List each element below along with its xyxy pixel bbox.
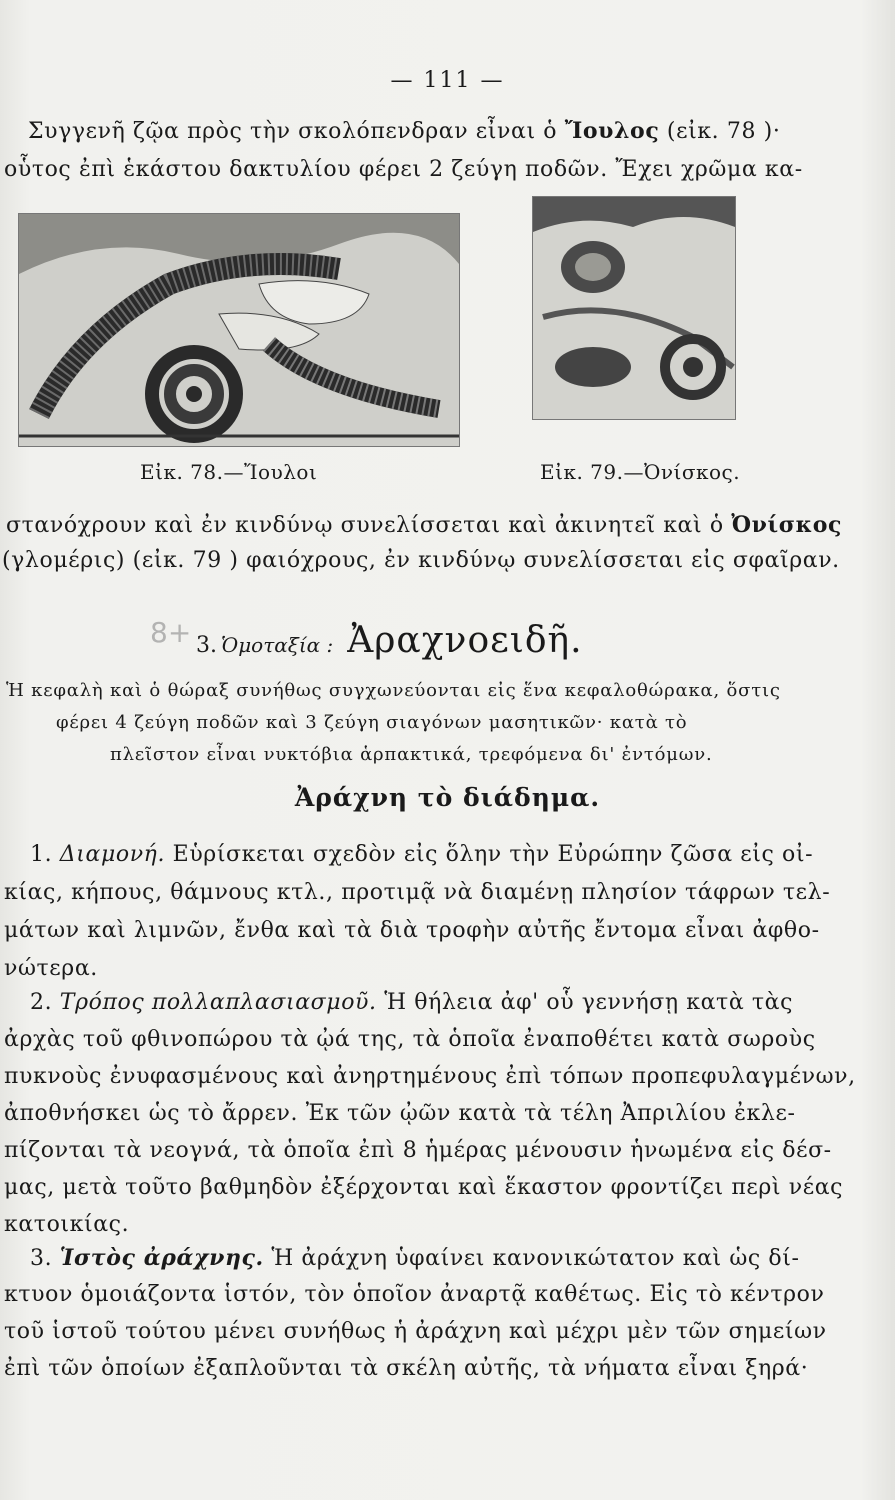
p2-text-1: Ἡ θήλεια ἀφ' οὗ γεννήσῃ κατὰ τὰς — [376, 990, 794, 1015]
subtitle: Ἀράχνη τὸ διάδημα. — [294, 783, 601, 812]
p2-number: 2. — [30, 990, 53, 1015]
section-name: Ἀραχνοειδῆ. — [347, 620, 583, 661]
p2-line-7: κατοικίας. — [4, 1212, 130, 1237]
p1-line-2: κίας, κήπους, θάμνους κτλ., προτιμᾷ νὰ διαμένῃ πλησίον τάφρων τελ- — [4, 880, 831, 905]
p2-title: Τρόπος πολλαπλασιασμοῦ. — [59, 990, 377, 1015]
p1-line-4: νώτερα. — [4, 956, 98, 981]
woodlouse-illustration — [533, 197, 735, 419]
figure-78-millipedes — [18, 213, 460, 447]
p2-line-3: πυκνοὺς ἐνυφασμένους καὶ ἀνηρτημένους ἐπὶ τόπων προπεφυλαγμένων, — [4, 1064, 856, 1089]
after-fig-text-a: στανόχρουν καὶ ἐν κινδύνῳ συνελίσσεται καὶ ἀκινητεῖ καὶ ὁ — [6, 513, 732, 538]
term-oniskos: Ὀνίσκος — [731, 512, 842, 538]
after-fig-line-2: (γλομέρις) (εἰκ. 79 ) φαιόχρους, ἐν κινδύνῳ συνελίσσεται εἰς σφαῖραν. — [2, 548, 840, 573]
p1-number: 1. — [30, 842, 53, 867]
figure-79-caption: Εἰκ. 79.—Ὀνίσκος. — [540, 460, 741, 484]
figure-79-woodlouse — [532, 196, 736, 420]
after-fig-line-1 — [6, 512, 842, 538]
p2-line-2: ἀρχὰς τοῦ φθινοπώρου τὰ ᾠά της, τὰ ὁποῖα ἐναποθέτει κατὰ σωροὺς — [4, 1027, 816, 1052]
intro-text-c: (εἰκ. 78 )· — [659, 119, 781, 144]
section-body-line-1: Ἡ κεφαλὴ καὶ ὁ θώραξ συνήθως συγχωνεύονται εἰς ἕνα κεφαλοθώρακα, ὅστις — [6, 680, 781, 701]
p2-line-1 — [30, 990, 793, 1015]
section-heading — [196, 620, 583, 661]
section-body-line-3: πλεῖστον εἶναι νυκτόβια ἁρπακτικά, τρεφόμενα δι' ἐντόμων. — [110, 744, 713, 765]
p2-line-6: μας, μετὰ τοῦτο βαθμηδὸν ἐξέρχονται καὶ ἕκαστον φροντίζει περὶ νέας — [4, 1175, 844, 1200]
p2-line-4: ἀποθνήσκει ὡς τὸ ἄρρεν. Ἐκ τῶν ᾠῶν κατὰ τὰ τέλη Ἀπριλίου ἐκλε- — [4, 1101, 796, 1126]
p3-line-3: τοῦ ἱστοῦ τούτου μένει συνήθως ἡ ἀράχνη καὶ μέχρι μὲν τῶν σημείων — [4, 1319, 827, 1344]
section-body-line-2: φέρει 4 ζεύγη ποδῶν καὶ 3 ζεύγη σιαγόνων μασητικῶν· κατὰ τὸ — [56, 712, 688, 733]
p1-title: Διαμονή. — [59, 842, 166, 867]
section-label: Ὁμοταξία : — [221, 633, 334, 657]
intro-text-a: Συγγενῆ ζῷα πρὸς τὴν σκολόπενδραν εἶναι ὁ — [28, 119, 565, 144]
intro-line-2: οὗτος ἐπὶ ἑκάστου δακτυλίου φέρει 2 ζεύγη ποδῶν. Ἔχει χρῶμα κα- — [4, 157, 803, 182]
p1-line-3: μάτων καὶ λιμνῶν, ἔνθα καὶ τὰ διὰ τροφὴν αὐτῆς ἔντομα εἶναι ἀφθο- — [4, 918, 820, 943]
section-number: 3. — [196, 633, 217, 658]
pencil-annotation: 8+ — [150, 616, 192, 649]
p3-text-1: Ἡ ἀράχνη ὑφαίνει κανονικώτατον καὶ ὡς δί- — [263, 1246, 800, 1271]
p3-title: Ἱστὸς ἀράχνης. — [59, 1245, 264, 1271]
term-ioulos: Ἴουλος — [564, 118, 660, 144]
p3-line-1 — [30, 1245, 800, 1271]
p2-line-5: πίζονται τὰ νεογνά, τὰ ὁποῖα ἐπὶ 8 ἡμέρας μένουσιν ἡνωμένα εἰς δέσ- — [4, 1138, 832, 1163]
p3-number: 3. — [30, 1246, 53, 1271]
figure-78-caption: Εἰκ. 78.—Ἴουλοι — [140, 460, 318, 484]
p3-line-2: κτυον ὁμοιάζοντα ἱστόν, τὸν ὁποῖον ἀναρτᾷ καθέτως. Εἰς τὸ κέντρον — [4, 1282, 825, 1307]
p3-line-4: ἐπὶ τῶν ὁποίων ἐξαπλοῦνται τὰ σκέλη αὐτῆς, τὰ νήματα εἶναι ξηρά· — [4, 1356, 809, 1381]
page-number: — 111 — — [390, 68, 505, 93]
intro-line-1 — [28, 118, 780, 144]
p1-text-1: Εὑρίσκεται σχεδὸν εἰς ὅλην τὴν Εὐρώπην ζῶσα εἰς οἰ- — [165, 842, 814, 867]
millipede-illustration — [19, 214, 459, 446]
p1-line-1 — [30, 842, 813, 867]
